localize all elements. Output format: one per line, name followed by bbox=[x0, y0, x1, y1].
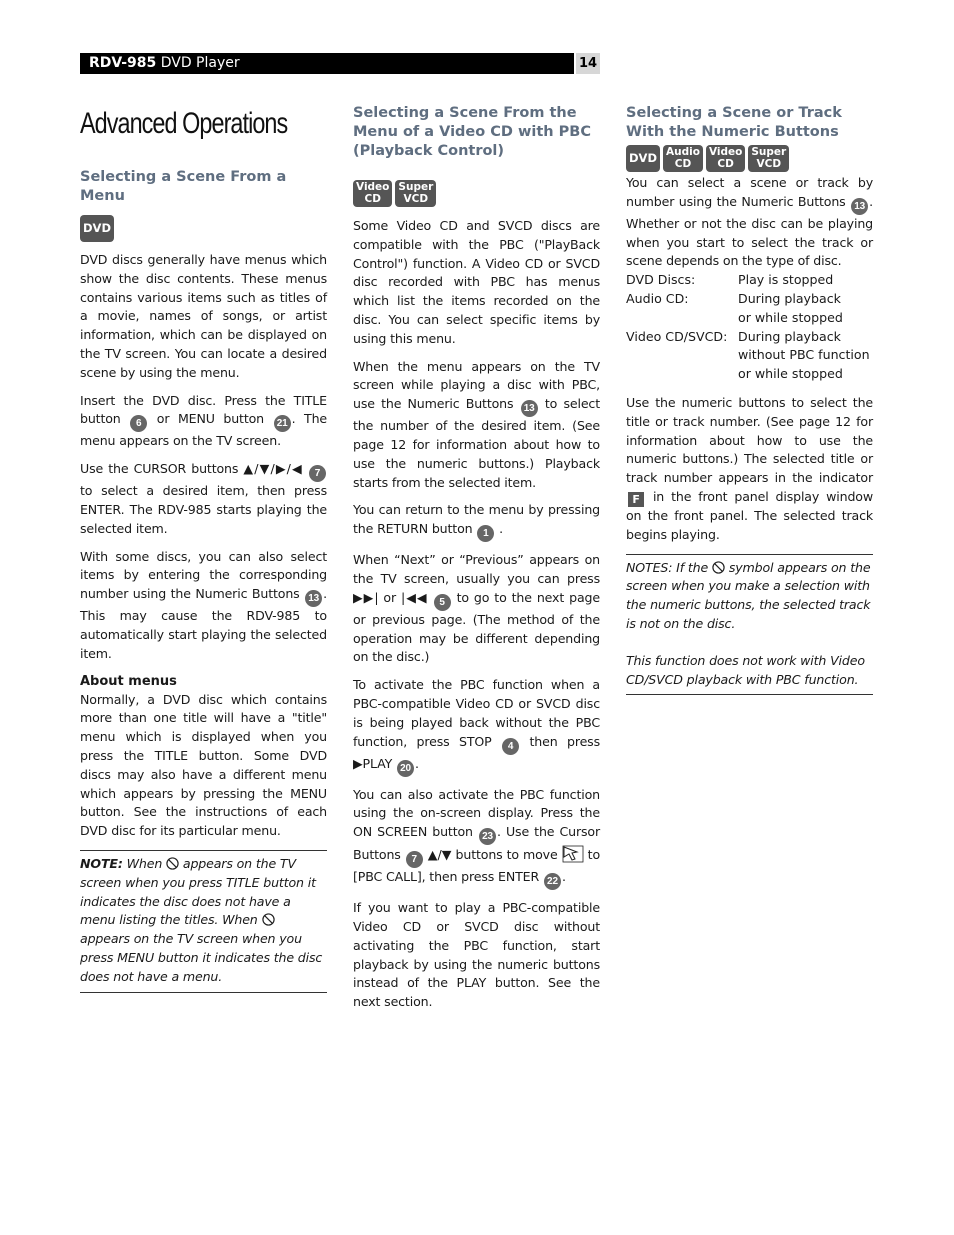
button-number-icon: 5 bbox=[434, 594, 451, 611]
prohibited-icon bbox=[262, 913, 275, 926]
disc-type-table bbox=[626, 271, 873, 384]
header-model: RDV-985 bbox=[89, 55, 157, 71]
column-1 bbox=[80, 100, 327, 993]
about-menus-heading: About menus bbox=[80, 673, 177, 689]
paragraph: You can also activate the PBC function using the on-screen display. Press the ON SCREEN button 23 . Use the Cursor Buttons 7 ▲/▼ buttons to move to [PBC CALL], then press ENTER 22 . bbox=[353, 786, 600, 891]
pointer-cursor-icon bbox=[562, 845, 584, 863]
column-2 bbox=[353, 100, 600, 1021]
table-row: Audio CD: During playback or while stopped bbox=[626, 290, 843, 325]
note-text: NOTE: When appears on the TV screen when you press TITLE button it indicates the disc does not have a menu listing the titles. When appears on the TV screen when you press MENU button it indicates the disc does not have a menu. bbox=[80, 855, 323, 984]
header-product: DVD Player bbox=[160, 55, 240, 71]
super-vcd-badge: Super VCD bbox=[748, 145, 789, 172]
note-text: This function does not work with Video CD/SVCD playback with PBC function. bbox=[626, 652, 865, 687]
paragraph: Some Video CD and SVCD discs are compatible with the PBC ("PlayBack Control") function. A Video CD or SVCD disc recorded with PBC has menus which list the items recorded on the disc. You can select specific items by using this menu. bbox=[353, 218, 600, 346]
paragraph: When the menu appears on the TV screen while playing a disc with PBC, use the Numeric Buttons 13 to select the number of the desired item. (See page 12 for information about how to use the numeric buttons.) Playback starts from the selected item. bbox=[353, 358, 600, 490]
page-number: 14 bbox=[576, 53, 600, 74]
video-cd-badge: Video CD bbox=[353, 180, 392, 207]
paragraph: Use the numeric buttons to select the title or track number. (See page 12 for information about how to use the numeric buttons.) The selected title or track number appears in the indicator F in the front panel display window on the front panel. The selected track begins playing. bbox=[626, 394, 873, 542]
section-title-menu: Selecting a Scene From a Menu bbox=[80, 169, 287, 204]
prohibited-icon bbox=[166, 857, 179, 870]
super-vcd-badge: Super VCD bbox=[395, 180, 436, 207]
disc-badges bbox=[353, 180, 600, 209]
button-number-icon: 13 bbox=[521, 400, 538, 417]
paragraph: You can select a scene or track by number using the Numeric Buttons 13 . Whether or not the disc can be playing when you start to select the track or scene depends on the type of disc. bbox=[626, 175, 873, 269]
note-label: NOTE: bbox=[80, 855, 123, 871]
video-cd-badge: Video CD bbox=[706, 145, 745, 172]
section-title-pbc: Selecting a Scene From the Menu of a Video CD with PBC (Playback Control) bbox=[353, 105, 591, 159]
button-number-icon: 13 bbox=[305, 590, 322, 607]
paragraph: If you want to play a PBC-compatible Video CD or SVCD disc without activating the PBC function, start playback by using the numeric buttons instead of the PLAY button. See the next section. bbox=[353, 900, 600, 1010]
note-box bbox=[80, 850, 327, 993]
paragraph: Normally, a DVD disc which contains more than one title will have a "title" menu which is displayed when you press the TITLE button. Some DVD discs may also have a different menu which appears by pressing the MENU button. See the instructions of each DVD disc for its particular menu. bbox=[80, 691, 327, 839]
button-number-icon: 21 bbox=[274, 415, 291, 432]
button-number-icon: 1 bbox=[477, 525, 494, 542]
button-number-icon: 6 bbox=[130, 415, 147, 432]
paragraph: DVD discs generally have menus which show the disc contents. These menus contains various items such as titles of a movie, names of songs, or artist information, which can be displayed on the TV screen. You can locate a desired scene by using the menu. bbox=[80, 252, 327, 380]
table-row: DVD Discs: Play is stopped bbox=[626, 272, 834, 288]
paragraph: You can return to the menu by pressing the RETURN button 1 . bbox=[353, 501, 600, 542]
paragraph: When “Next” or “Previous” appears on the TV screen, usually you can press ▶▶| or |◀◀ 5 to go to the next page or previous page. (The method of the operation may be different depending on the disc.) bbox=[353, 552, 600, 665]
button-number-icon: 7 bbox=[406, 851, 423, 868]
paragraph: With some discs, you can also select items by entering the corresponding number using the Numeric Buttons 13 . This may cause the RDV-985 to automatically start playing the selected item. bbox=[80, 548, 327, 661]
disc-badges bbox=[626, 145, 873, 174]
button-number-icon: 4 bbox=[502, 738, 519, 755]
page-title: Advanced Operations bbox=[80, 107, 288, 140]
button-number-icon: 13 bbox=[851, 198, 868, 215]
paragraph: Use the CURSOR buttons ▲/▼/▶/◀ 7 to select a desired item, then press ENTER. The RDV-985 starts playing the selected item. bbox=[80, 461, 327, 536]
disc-badges bbox=[80, 215, 327, 244]
audio-cd-badge: Audio CD bbox=[663, 145, 703, 172]
header-bar bbox=[80, 53, 574, 74]
paragraph: Insert the DVD disc. Press the TITLE button 6 or MENU button 21 . The menu appears on the TV screen. bbox=[80, 392, 328, 449]
section-title-numeric: Selecting a Scene or Track With the Numeric Buttons bbox=[626, 105, 842, 140]
prohibited-icon bbox=[712, 561, 725, 574]
header-title bbox=[89, 54, 240, 73]
button-number-icon: 23 bbox=[479, 828, 496, 845]
column-3 bbox=[626, 100, 873, 695]
f-indicator-icon: F bbox=[628, 492, 644, 507]
dvd-badge: DVD bbox=[626, 145, 660, 172]
table-row: Video CD/SVCD: During playback without PBC function or while stopped bbox=[626, 328, 870, 382]
paragraph: To activate the PBC function when a PBC-compatible Video CD or SVCD disc is being played back without the PBC function, press STOP 4 then press ▶PLAY 20 . bbox=[353, 676, 600, 776]
button-number-icon: 20 bbox=[397, 760, 414, 777]
button-number-icon: 22 bbox=[544, 873, 561, 890]
dvd-badge: DVD bbox=[80, 215, 114, 242]
button-number-icon: 7 bbox=[309, 465, 326, 482]
note-box bbox=[626, 554, 873, 696]
note-text: NOTES: If the symbol appears on the screen when you make a selection with the numeric buttons, the selected track is not on the disc. bbox=[626, 559, 871, 631]
